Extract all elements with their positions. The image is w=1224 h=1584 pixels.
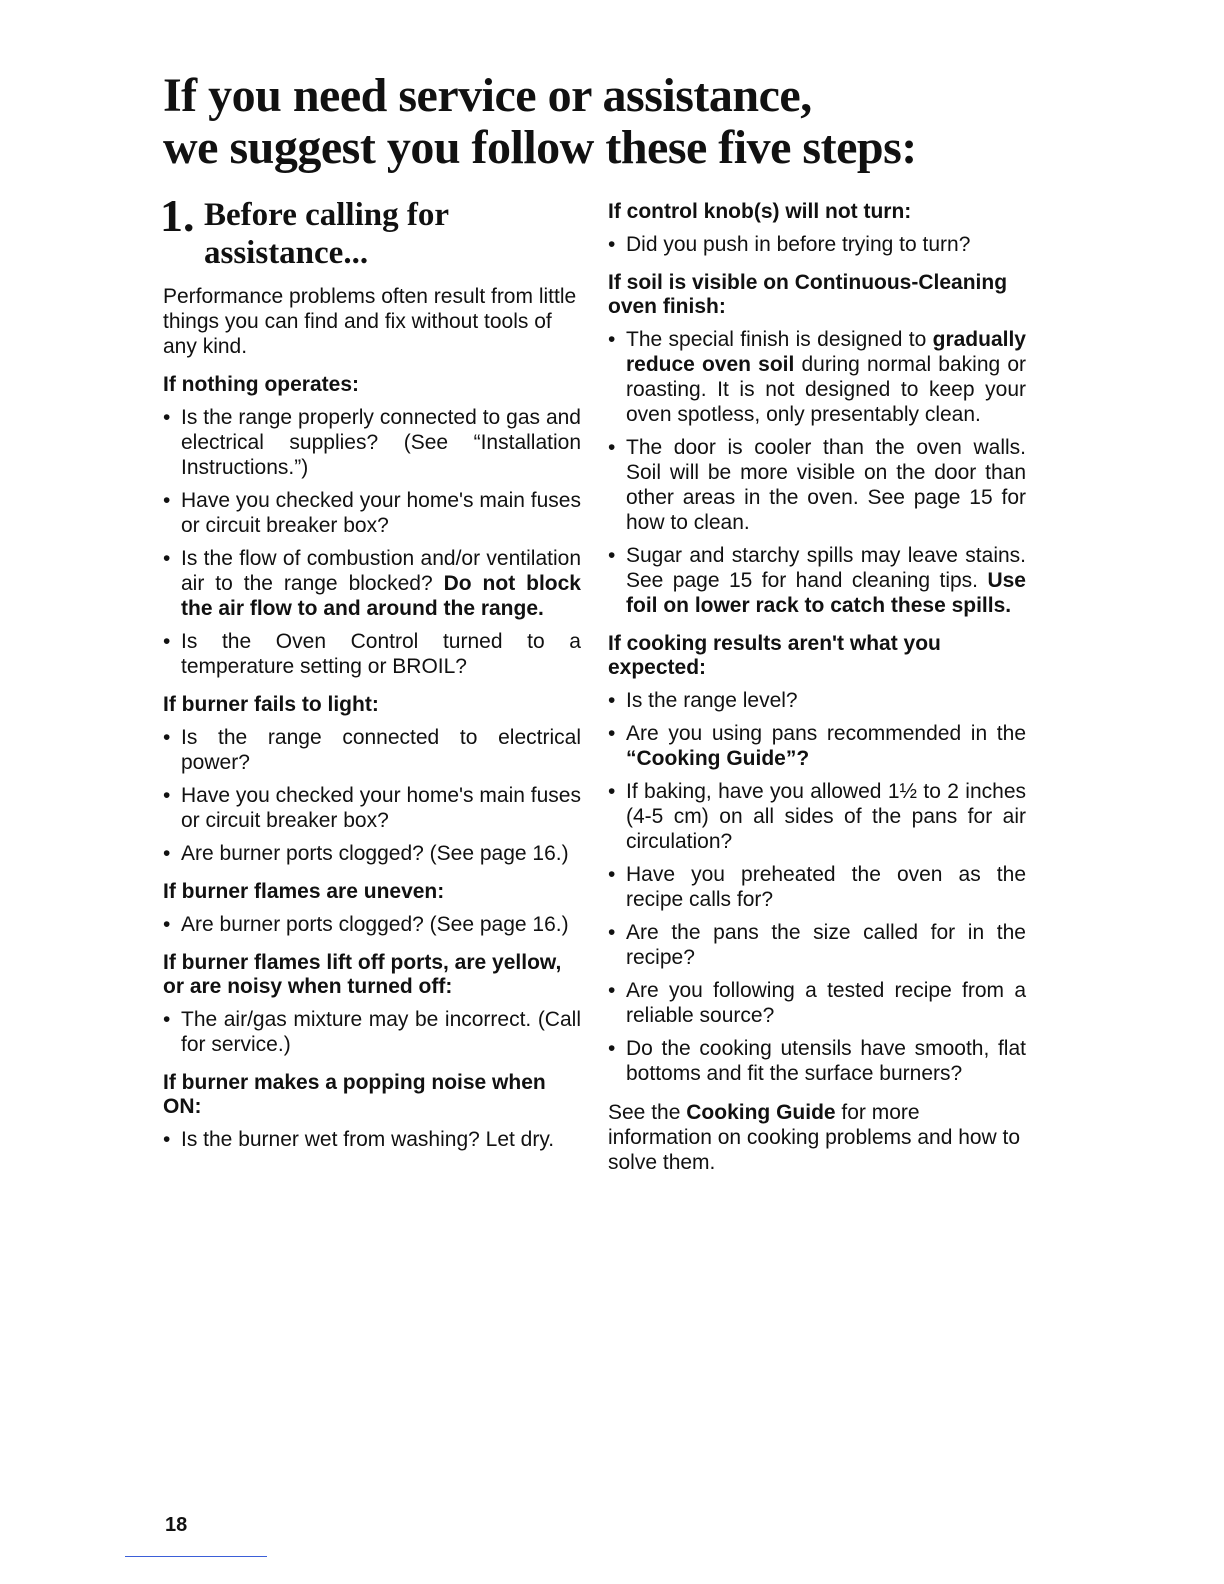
- section-heading: If soil is visible on Continuous-Cleaning oven finish:: [608, 271, 1008, 318]
- right-column: [608, 200, 1026, 1185]
- bullet-item: [608, 435, 1026, 535]
- section-heading: If nothing operates:: [163, 373, 359, 396]
- bullet-item: [163, 488, 581, 538]
- title-line-1: If you need service or assistance,: [163, 69, 812, 122]
- bullet-list: [163, 1007, 581, 1057]
- bullet-text: Is the burner wet from washing? Let dry.: [181, 1128, 555, 1151]
- closing-paragraph: [608, 1100, 1026, 1175]
- bullet-item: [608, 543, 1026, 618]
- bullet-text: Is the Oven Control turned to a temperature setting or BROIL?: [181, 630, 581, 678]
- bullet-bold-text: “Cooking Guide”?: [626, 747, 810, 770]
- bullet-list: [608, 232, 1026, 257]
- left-column: [163, 284, 581, 1160]
- bullet-item: [608, 327, 1026, 427]
- bullet-text: The air/gas mixture may be incorrect. (Call for service.): [181, 1008, 581, 1056]
- bullet-text: Did you push in before trying to turn?: [626, 233, 971, 256]
- section-heading: If control knob(s) will not turn:: [608, 200, 912, 223]
- bullet-item: [163, 629, 581, 679]
- step-title-line-2: assistance...: [204, 235, 369, 271]
- bullet-item: [608, 721, 1026, 771]
- bullet-text: The special finish is designed to: [626, 328, 927, 351]
- cooking-guide-ref: Cooking Guide: [686, 1101, 836, 1124]
- bullet-text: Sugar and starchy spills may leave stains. See page 15 for hand cleaning tips.: [626, 544, 1026, 592]
- bullet-item: [163, 405, 581, 480]
- bullet-icon: •: [608, 780, 616, 803]
- section-heading: If cooking results aren't what you expected:: [608, 632, 941, 679]
- bullet-icon: •: [163, 1128, 171, 1151]
- bullet-list: [163, 912, 581, 937]
- closing-text: See the: [608, 1101, 681, 1124]
- bullet-icon: •: [163, 913, 171, 936]
- bullet-icon: •: [163, 406, 171, 429]
- bullet-text: Are burner ports clogged? (See page 16.): [181, 842, 569, 865]
- bullet-icon: •: [163, 630, 171, 653]
- closing-text: for more information on cooking problems and how to solve them.: [608, 1101, 1021, 1174]
- bullet-text: Is the flow of combustion and/or ventilation air to the range blocked?: [181, 547, 581, 595]
- bullet-icon: •: [608, 689, 616, 712]
- bullet-item: [163, 841, 581, 866]
- bullet-item: [608, 978, 1026, 1028]
- bullet-item: [608, 920, 1026, 970]
- section-heading: If burner flames are uneven:: [163, 880, 445, 903]
- section-heading: If burner fails to light:: [163, 693, 379, 716]
- bullet-item: [163, 783, 581, 833]
- section-heading: If burner flames lift off ports, are yellow, or are noisy when turned off:: [163, 951, 562, 998]
- bullet-list: [163, 1127, 581, 1152]
- step-title-line-1: Before calling for: [204, 197, 449, 233]
- bullet-text: The door is cooler than the oven walls. Soil will be more visible on the door than other areas in the oven. See page 15 for how to clean.: [626, 436, 1026, 534]
- bullet-icon: •: [608, 328, 616, 351]
- bullet-text: Are you following a tested recipe from a reliable source?: [626, 979, 1026, 1027]
- bullet-list: [608, 327, 1026, 618]
- section-heading: If burner makes a popping noise when ON:: [163, 1071, 546, 1118]
- bullet-text: Have you checked your home's main fuses or circuit breaker box?: [181, 784, 581, 832]
- bullet-item: [163, 1007, 581, 1057]
- bullet-list: [608, 688, 1026, 1086]
- bullet-item: [608, 779, 1026, 854]
- step-title: [204, 196, 449, 272]
- bullet-icon: •: [163, 784, 171, 807]
- bullet-icon: •: [608, 722, 616, 745]
- bullet-icon: •: [163, 842, 171, 865]
- bullet-text: Have you preheated the oven as the recipe calls for?: [626, 863, 1026, 911]
- bullet-text: Have you checked your home's main fuses or circuit breaker box?: [181, 489, 581, 537]
- title-line-2: we suggest you follow these five steps:: [163, 121, 917, 174]
- step-number: 1.: [160, 190, 195, 241]
- bullet-icon: •: [163, 726, 171, 749]
- bullet-list: [163, 725, 581, 866]
- bullet-item: [163, 912, 581, 937]
- bullet-icon: •: [608, 863, 616, 886]
- bullet-text: Are burner ports clogged? (See page 16.): [181, 913, 569, 936]
- bullet-icon: •: [608, 544, 616, 567]
- bullet-icon: •: [163, 1008, 171, 1031]
- bullet-text: Is the range connected to electrical power?: [181, 726, 581, 774]
- bullet-icon: •: [608, 233, 616, 256]
- footer-rule: [125, 1556, 267, 1557]
- bullet-bold-text: gradually reduce oven soil: [626, 328, 1026, 376]
- bullet-text: Is the range properly connected to gas and electrical supplies? (See “Installation Instructions.”): [181, 406, 581, 479]
- bullet-text: during normal baking or roasting. It is not designed to keep your oven spotless, only presentably clean.: [626, 353, 1026, 426]
- bullet-text: Are the pans the size called for in the recipe?: [626, 921, 1026, 969]
- bullet-icon: •: [608, 921, 616, 944]
- bullet-list: [163, 405, 581, 679]
- bullet-icon: •: [608, 1037, 616, 1060]
- bullet-item: [163, 725, 581, 775]
- page-number: 18: [165, 1514, 188, 1536]
- bullet-item: [608, 862, 1026, 912]
- bullet-item: [163, 546, 581, 621]
- bullet-icon: •: [608, 436, 616, 459]
- bullet-icon: •: [163, 489, 171, 512]
- bullet-text: Do the cooking utensils have smooth, flat bottoms and fit the surface burners?: [626, 1037, 1026, 1085]
- bullet-text: Is the range level?: [626, 689, 798, 712]
- bullet-item: [608, 232, 1026, 257]
- bullet-text: If baking, have you allowed 1½ to 2 inches (4-5 cm) on all sides of the pans for air circulation?: [626, 780, 1026, 853]
- bullet-icon: •: [608, 979, 616, 1002]
- bullet-bold-text: Do not block the air flow to and around the range.: [181, 572, 581, 620]
- bullet-item: [608, 1036, 1026, 1086]
- bullet-icon: •: [163, 547, 171, 570]
- page-title: [163, 70, 1163, 174]
- bullet-bold-text: Use foil on lower rack to catch these spills.: [626, 569, 1026, 617]
- bullet-text: Are you using pans recommended in the: [626, 722, 1026, 745]
- bullet-item: [163, 1127, 581, 1152]
- intro-paragraph: Performance problems often result from little things you can find and fix without tools of any kind.: [163, 285, 577, 358]
- bullet-item: [608, 688, 1026, 713]
